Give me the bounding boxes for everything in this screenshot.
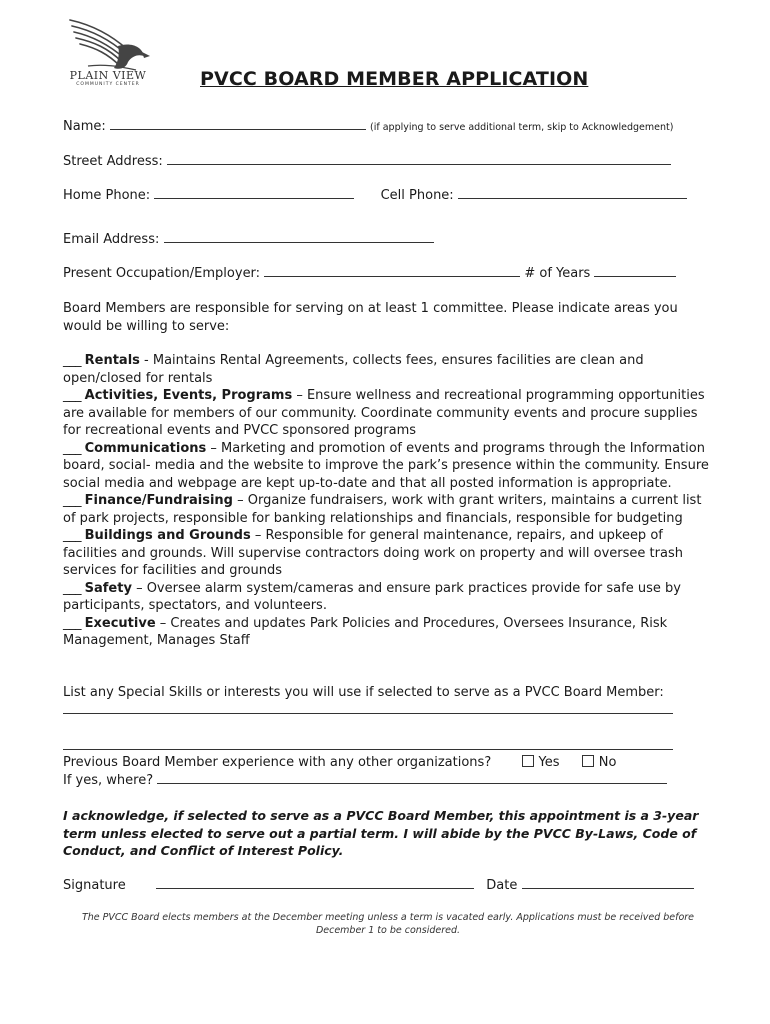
previous-experience-row xyxy=(63,754,616,771)
home-phone-field[interactable] xyxy=(154,187,354,199)
acknowledgement-text: I acknowledge, if selected to serve as a PVCC Board Member, this appointment is a 3-year term unless elected to serve out a partial term. I will abide by the PVCC By-Laws, Code of Conduct, and Conflict of Interest Policy. xyxy=(63,808,699,858)
logo-subtitle: COMMUNITY CENTER xyxy=(76,82,140,87)
committee-name: Communications xyxy=(84,440,207,456)
signature-row xyxy=(63,877,694,894)
committee-name: Finance/Fundraising xyxy=(84,493,233,508)
name-field[interactable] xyxy=(110,118,366,130)
committee-item-finance[interactable]: ___ Finance/Fundraising – Organize fundraisers, work with grant writers, maintains a current list of park projects, responsible for banking relationships and financials, responsible for budgeting xyxy=(63,493,702,526)
street-row xyxy=(63,153,671,170)
committee-item-rentals[interactable]: ___ Rentals - Maintains Rental Agreements, collects fees, ensures facilities are clean and open/closed for rentals xyxy=(63,353,644,386)
years-label: # of Years xyxy=(524,266,591,281)
committee-description: Ensure wellness and recreational programming opportunities are available for members of our community. Coordinate community events and procure supplies for recreational events and PVCC sponsored programs xyxy=(63,388,705,438)
committee-description: Maintains Rental Agreements, collects fees, ensures facilities are clean and open/closed for rentals xyxy=(63,353,644,386)
committee-description: Organize fundraisers, work with grant writers, maintains a current list of park projects, responsible for banking relationships and financials, responsible for budgeting xyxy=(63,493,702,526)
date-label: Date xyxy=(486,878,518,893)
committee-description: Oversee alarm system/cameras and ensure park practices provide for safe use by participants, spectators, and volunteers. xyxy=(63,580,681,613)
yes-label: Yes xyxy=(538,755,560,770)
date-field[interactable] xyxy=(522,877,694,889)
skills-field-line-1[interactable] xyxy=(63,713,673,714)
email-label: Email Address: xyxy=(63,232,160,247)
where-row xyxy=(63,772,667,789)
signature-label: Signature xyxy=(63,878,126,893)
committee-item-executive[interactable]: ___ Executive – Creates and updates Park Policies and Procedures, Oversees Insurance, Risk Management, Manages Staff xyxy=(63,615,668,648)
committee-item-activities[interactable]: ___ Activities, Events, Programs – Ensure wellness and recreational programming opportunities are available for members of our community. Coordinate community events and procure supplies for recreational events and PVCC sponsored programs xyxy=(63,388,705,438)
occupation-field[interactable] xyxy=(264,265,520,277)
committee-name: Buildings and Grounds xyxy=(84,528,251,543)
email-field[interactable] xyxy=(164,231,434,243)
no-label: No xyxy=(598,755,617,770)
years-field[interactable] xyxy=(594,265,676,277)
skills-label: List any Special Skills or interests you will use if selected to serve as a PVCC Board Member: xyxy=(63,685,664,700)
logo-wordmark: PLAIN VIEW xyxy=(69,69,147,82)
page-title: PVCC BOARD MEMBER APPLICATION xyxy=(200,68,589,90)
footnote: The PVCC Board elects members at the December meeting unless a term is vacated early. Applications must be received before December 1 to be considered. xyxy=(81,912,695,936)
name-label: Name: xyxy=(63,119,106,134)
committee-item-buildings[interactable]: ___ Buildings and Grounds – Responsible for general maintenance, repairs, and upkeep of facilities and grounds. Will supervise contractors doing work on property and will oversee trash services for facilities and grounds xyxy=(63,528,683,578)
committees-intro: Board Members are responsible for serving on at least 1 committee. Please indicate areas you would be willing to serve: xyxy=(63,301,678,334)
street-field[interactable] xyxy=(167,153,671,165)
committee-name: Safety xyxy=(84,580,132,596)
cell-phone-label: Cell Phone: xyxy=(380,188,454,203)
name-row xyxy=(63,118,673,136)
committee-list xyxy=(63,352,713,650)
home-phone-label: Home Phone: xyxy=(63,188,151,203)
name-note: (if applying to serve additional term, skip to Acknowledgement) xyxy=(370,122,674,133)
phone-row xyxy=(63,187,687,204)
previous-question: Previous Board Member experience with any other organizations? xyxy=(63,755,492,770)
yes-checkbox[interactable] xyxy=(522,755,534,767)
occupation-row xyxy=(63,265,676,282)
email-row xyxy=(63,231,434,248)
where-label: If yes, where? xyxy=(63,773,154,788)
skills-field-line-2[interactable] xyxy=(63,749,673,750)
committee-name: Activities, Events, Programs xyxy=(84,388,293,403)
committee-item-communications[interactable]: ___ Communications – Marketing and promotion of events and programs through the Information board, social- media and the website to improve the park’s presence within the community. Ensure social media and webpage are kept up-to-date and that all posted information is appropriate. xyxy=(63,440,709,491)
where-field[interactable] xyxy=(157,772,667,784)
street-label: Street Address: xyxy=(63,154,163,169)
signature-field[interactable] xyxy=(156,877,474,889)
committee-name: Rentals xyxy=(84,353,140,368)
committee-description: Creates and updates Park Policies and Procedures, Oversees Insurance, Risk Management, Manages Staff xyxy=(63,615,668,648)
committee-name: Executive xyxy=(84,615,156,631)
committee-item-safety[interactable]: ___ Safety – Oversee alarm system/cameras and ensure park practices provide for safe use by participants, spectators, and volunteers. xyxy=(63,580,681,613)
committee-description: Responsible for general maintenance, repairs, and upkeep of facilities and grounds. Will supervise contractors doing work on property and will oversee trash services for facilities and grounds xyxy=(63,528,683,578)
cell-phone-field[interactable] xyxy=(458,187,687,199)
no-checkbox[interactable] xyxy=(582,755,594,767)
occupation-label: Present Occupation/Employer: xyxy=(63,266,261,281)
committee-description: Marketing and promotion of events and programs through the Information board, social- media and the website to improve the park’s presence within the community. Ensure social media and webpage are kept up-to-date and that all posted information is appropriate. xyxy=(63,440,709,491)
